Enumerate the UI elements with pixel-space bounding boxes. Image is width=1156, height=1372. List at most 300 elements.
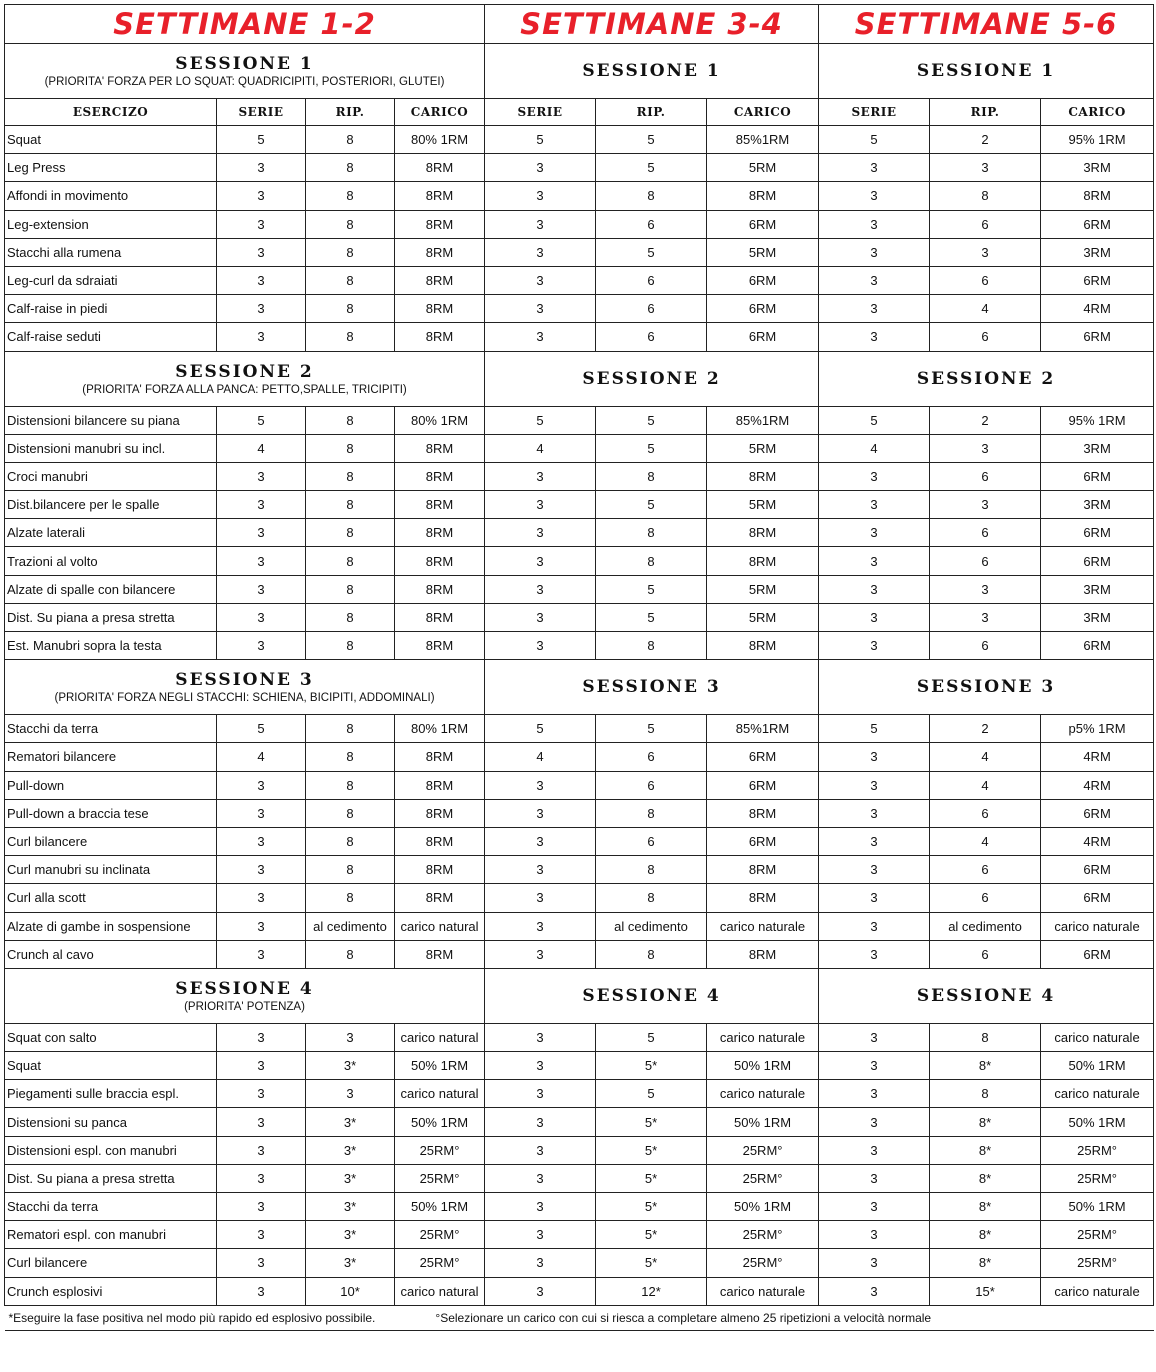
exercise-name: Crunch al cavo — [5, 940, 217, 968]
load-cell: 8RM — [707, 799, 819, 827]
reps-cell: 8* — [930, 1108, 1041, 1136]
reps-cell: 3 — [930, 491, 1041, 519]
sets-cell: 3 — [217, 238, 306, 266]
load-cell: 8RM — [395, 856, 485, 884]
reps-cell: 3 — [930, 575, 1041, 603]
reps-cell: 8 — [596, 632, 707, 660]
session-title: SESSIONE 4 — [582, 985, 721, 1006]
reps-cell: 8* — [930, 1164, 1041, 1192]
reps-cell: 6 — [930, 799, 1041, 827]
load-cell: 5RM — [707, 434, 819, 462]
exercise-name: Calf-raise in piedi — [5, 295, 217, 323]
sets-cell: 3 — [217, 1221, 306, 1249]
session-header-weeks-3-4 — [485, 968, 819, 1023]
session-title: SESSIONE 4 — [916, 985, 1056, 1006]
load-cell: 6RM — [707, 771, 819, 799]
reps-cell: 8 — [306, 491, 395, 519]
reps-cell: 6 — [930, 884, 1041, 912]
table-row — [5, 1193, 1154, 1221]
reps-cell: 6 — [596, 771, 707, 799]
reps-cell: 8 — [306, 323, 395, 351]
table-row — [5, 491, 1154, 519]
exercise-name: Leg-curl da sdraiati — [5, 266, 217, 294]
reps-cell: 3 — [306, 1080, 395, 1108]
sets-cell: 3 — [217, 462, 306, 490]
load-cell: 25RM° — [395, 1221, 485, 1249]
reps-cell: 3* — [306, 1164, 395, 1192]
sets-cell: 3 — [819, 1080, 930, 1108]
sets-cell: 3 — [217, 1052, 306, 1080]
sets-cell: 3 — [819, 491, 930, 519]
sets-cell: 3 — [819, 1277, 930, 1305]
table-row — [5, 1023, 1154, 1051]
exercise-name: Distensioni bilancere su piana — [5, 406, 217, 434]
load-cell: 50% 1RM — [1041, 1193, 1154, 1221]
reps-cell: 3* — [306, 1108, 395, 1136]
sets-cell: 3 — [217, 323, 306, 351]
reps-cell: 8 — [306, 856, 395, 884]
table-row — [5, 827, 1154, 855]
exercise-name: Squat — [5, 1052, 217, 1080]
sets-cell: 3 — [217, 912, 306, 940]
table-row — [5, 295, 1154, 323]
sets-cell: 3 — [819, 632, 930, 660]
sets-cell: 3 — [485, 547, 596, 575]
session-header-weeks-5-6 — [819, 968, 1154, 1023]
table-row — [5, 238, 1154, 266]
exercise-name: Leg-extension — [5, 210, 217, 238]
col-header-load: CARICO — [1041, 99, 1154, 126]
exercise-name: Curl bilancere — [5, 1249, 217, 1277]
reps-cell: 6 — [930, 519, 1041, 547]
table-row — [5, 434, 1154, 462]
reps-cell: 6 — [930, 462, 1041, 490]
sets-cell: 3 — [819, 743, 930, 771]
reps-cell: 4 — [930, 771, 1041, 799]
sets-cell: 3 — [819, 519, 930, 547]
reps-cell: 6 — [596, 323, 707, 351]
load-cell: carico natural — [395, 912, 485, 940]
sets-cell: 3 — [819, 266, 930, 294]
sets-cell: 3 — [819, 1193, 930, 1221]
table-row — [5, 1052, 1154, 1080]
sets-cell: 3 — [217, 856, 306, 884]
load-cell: 3RM — [1041, 238, 1154, 266]
sets-cell: 3 — [819, 182, 930, 210]
reps-cell: 8 — [306, 603, 395, 631]
load-cell: 8RM — [707, 884, 819, 912]
load-cell: 50% 1RM — [395, 1193, 485, 1221]
table-row — [5, 1080, 1154, 1108]
load-cell: 8RM — [395, 632, 485, 660]
load-cell: 6RM — [1041, 462, 1154, 490]
column-header-row — [5, 99, 1154, 126]
load-cell: 6RM — [1041, 519, 1154, 547]
reps-cell: 8 — [306, 266, 395, 294]
reps-cell: 3* — [306, 1052, 395, 1080]
sets-cell: 3 — [485, 912, 596, 940]
load-cell: 3RM — [1041, 575, 1154, 603]
load-cell: 6RM — [707, 743, 819, 771]
session-subtitle: (PRIORITA' FORZA ALLA PANCA: PETTO,SPALLE, TRICIPITI) — [82, 383, 407, 396]
load-cell: 3RM — [1041, 603, 1154, 631]
load-cell: carico natural — [395, 1277, 485, 1305]
reps-cell: 6 — [596, 743, 707, 771]
reps-cell: 8 — [930, 182, 1041, 210]
reps-cell: 8 — [596, 462, 707, 490]
session-header-row — [5, 351, 1154, 406]
reps-cell: 6 — [930, 547, 1041, 575]
exercise-name: Croci manubri — [5, 462, 217, 490]
load-cell: 8RM — [395, 940, 485, 968]
reps-cell: 8 — [306, 519, 395, 547]
sets-cell: 5 — [485, 406, 596, 434]
table-row — [5, 126, 1154, 154]
session-title: SESSIONE 4 — [175, 978, 314, 999]
sets-cell: 3 — [819, 1164, 930, 1192]
session-header-weeks-5-6 — [819, 660, 1154, 715]
exercise-name: Distensioni su panca — [5, 1108, 217, 1136]
load-cell: 8RM — [395, 182, 485, 210]
sets-cell: 3 — [217, 519, 306, 547]
session-title: SESSIONE 1 — [916, 61, 1056, 81]
sets-cell: 3 — [217, 547, 306, 575]
table-row — [5, 406, 1154, 434]
load-cell: 8RM — [707, 519, 819, 547]
exercise-name: Distensioni manubri su incl. — [5, 434, 217, 462]
sets-cell: 3 — [485, 1277, 596, 1305]
sets-cell: 3 — [217, 1193, 306, 1221]
sets-cell: 3 — [217, 940, 306, 968]
reps-cell: 8 — [596, 884, 707, 912]
load-cell: 4RM — [1041, 743, 1154, 771]
sets-cell: 3 — [819, 295, 930, 323]
load-cell: 95% 1RM — [1041, 406, 1154, 434]
session-header-weeks-1-2 — [5, 44, 485, 99]
table-row — [5, 1136, 1154, 1164]
reps-cell: 2 — [930, 715, 1041, 743]
table-row — [5, 771, 1154, 799]
reps-cell: 6 — [596, 827, 707, 855]
session-title: SESSIONE 3 — [175, 670, 314, 691]
table-row — [5, 912, 1154, 940]
table-row — [5, 799, 1154, 827]
sets-cell: 3 — [485, 856, 596, 884]
sets-cell: 3 — [217, 575, 306, 603]
load-cell: 25RM° — [707, 1249, 819, 1277]
exercise-name: Squat con salto — [5, 1023, 217, 1051]
load-cell: 85%1RM — [707, 715, 819, 743]
table-row — [5, 462, 1154, 490]
sets-cell: 3 — [485, 799, 596, 827]
reps-cell: 5 — [596, 406, 707, 434]
load-cell: 25RM° — [395, 1249, 485, 1277]
load-cell: carico naturale — [1041, 912, 1154, 940]
reps-cell: 6 — [930, 632, 1041, 660]
table-row — [5, 1277, 1154, 1305]
exercise-name: Stacchi alla rumena — [5, 238, 217, 266]
sets-cell: 4 — [485, 743, 596, 771]
week-title-3-4: SETTIMANE 3-4 — [485, 5, 819, 44]
load-cell: 50% 1RM — [707, 1193, 819, 1221]
reps-cell: 8 — [596, 940, 707, 968]
reps-cell: 8* — [930, 1052, 1041, 1080]
reps-cell: 8 — [306, 884, 395, 912]
exercise-name: Rematori espl. con manubri — [5, 1221, 217, 1249]
reps-cell: 3* — [306, 1136, 395, 1164]
session-title: SESSIONE 2 — [582, 368, 721, 389]
session-subtitle: (PRIORITA' POTENZA) — [184, 1000, 305, 1013]
sets-cell: 3 — [819, 1221, 930, 1249]
sets-cell: 3 — [485, 295, 596, 323]
reps-cell: 2 — [930, 406, 1041, 434]
table-row — [5, 210, 1154, 238]
exercise-name: Pull-down — [5, 771, 217, 799]
sets-cell: 3 — [217, 1108, 306, 1136]
sets-cell: 3 — [819, 856, 930, 884]
exercise-name: Rematori bilancere — [5, 743, 217, 771]
reps-cell: 4 — [930, 827, 1041, 855]
table-row — [5, 154, 1154, 182]
load-cell: 50% 1RM — [707, 1108, 819, 1136]
load-cell: 8RM — [395, 434, 485, 462]
reps-cell: 3* — [306, 1221, 395, 1249]
exercise-name: Est. Manubri sopra la testa — [5, 632, 217, 660]
reps-cell: 5* — [596, 1221, 707, 1249]
reps-cell: al cedimento — [596, 912, 707, 940]
sets-cell: 3 — [485, 1108, 596, 1136]
reps-cell: 5* — [596, 1136, 707, 1164]
sets-cell: 3 — [485, 519, 596, 547]
sets-cell: 3 — [819, 799, 930, 827]
col-header-load: CARICO — [707, 99, 819, 126]
load-cell: carico natural — [395, 1080, 485, 1108]
reps-cell: 6 — [930, 856, 1041, 884]
sets-cell: 3 — [485, 1080, 596, 1108]
session-title: SESSIONE 3 — [916, 677, 1056, 698]
col-header-sets: SERIE — [485, 99, 596, 126]
load-cell: 8RM — [395, 491, 485, 519]
load-cell: 6RM — [707, 323, 819, 351]
reps-cell: 5* — [596, 1052, 707, 1080]
reps-cell: al cedimento — [306, 912, 395, 940]
load-cell: 5RM — [707, 154, 819, 182]
footnote-asterisk: *Eseguire la fase positiva nel modo più rapido ed esplosivo possibile. — [8, 1310, 376, 1325]
sets-cell: 3 — [485, 632, 596, 660]
exercise-name: Pull-down a braccia tese — [5, 799, 217, 827]
reps-cell: 5* — [596, 1193, 707, 1221]
exercise-name: Dist.bilancere per le spalle — [5, 491, 217, 519]
load-cell: 8RM — [395, 519, 485, 547]
sets-cell: 5 — [819, 126, 930, 154]
exercise-name: Piegamenti sulle braccia espl. — [5, 1080, 217, 1108]
session-title: SESSIONE 3 — [582, 677, 721, 698]
load-cell: 5RM — [707, 603, 819, 631]
sets-cell: 3 — [217, 884, 306, 912]
exercise-name: Curl bilancere — [5, 827, 217, 855]
reps-cell: 15* — [930, 1277, 1041, 1305]
reps-cell: 3* — [306, 1193, 395, 1221]
sets-cell: 3 — [485, 1193, 596, 1221]
sets-cell: 3 — [819, 912, 930, 940]
session-title: SESSIONE 1 — [582, 61, 721, 81]
table-row — [5, 940, 1154, 968]
reps-cell: 5 — [596, 1080, 707, 1108]
sets-cell: 4 — [485, 434, 596, 462]
load-cell: carico naturale — [707, 1023, 819, 1051]
sets-cell: 3 — [485, 771, 596, 799]
load-cell: 8RM — [707, 940, 819, 968]
table-row — [5, 632, 1154, 660]
session-title: SESSIONE 1 — [175, 54, 314, 74]
load-cell: 3RM — [1041, 434, 1154, 462]
col-header-reps: RIP. — [306, 99, 395, 126]
sets-cell: 3 — [217, 1136, 306, 1164]
load-cell: carico naturale — [707, 912, 819, 940]
table-row — [5, 1164, 1154, 1192]
week-title-5-6: SETTIMANE 5-6 — [819, 5, 1154, 44]
exercise-name: Curl alla scott — [5, 884, 217, 912]
reps-cell: 8 — [306, 406, 395, 434]
reps-cell: 8 — [306, 827, 395, 855]
load-cell: 8RM — [395, 743, 485, 771]
table-row — [5, 743, 1154, 771]
reps-cell: 8* — [930, 1221, 1041, 1249]
load-cell: 8RM — [395, 323, 485, 351]
reps-cell: 6 — [596, 266, 707, 294]
reps-cell: 6 — [930, 323, 1041, 351]
load-cell: 6RM — [1041, 547, 1154, 575]
sets-cell: 3 — [485, 238, 596, 266]
sets-cell: 3 — [485, 884, 596, 912]
reps-cell: 5 — [596, 715, 707, 743]
sets-cell: 3 — [485, 210, 596, 238]
exercise-name: Trazioni al volto — [5, 547, 217, 575]
load-cell: 50% 1RM — [395, 1108, 485, 1136]
load-cell: 6RM — [1041, 210, 1154, 238]
sets-cell: 3 — [485, 462, 596, 490]
load-cell: 3RM — [1041, 491, 1154, 519]
table-row — [5, 1249, 1154, 1277]
sets-cell: 3 — [819, 1108, 930, 1136]
sets-cell: 3 — [217, 154, 306, 182]
sets-cell: 3 — [217, 603, 306, 631]
session-header-weeks-1-2 — [5, 660, 485, 715]
sets-cell: 3 — [485, 1164, 596, 1192]
sets-cell: 3 — [217, 1164, 306, 1192]
sets-cell: 3 — [217, 632, 306, 660]
reps-cell: 5 — [596, 1023, 707, 1051]
reps-cell: 8 — [596, 799, 707, 827]
load-cell: 8RM — [395, 575, 485, 603]
sets-cell: 3 — [217, 771, 306, 799]
reps-cell: 8 — [306, 799, 395, 827]
load-cell: 6RM — [707, 295, 819, 323]
load-cell: 5RM — [707, 575, 819, 603]
load-cell: carico natural — [395, 1023, 485, 1051]
load-cell: 8RM — [395, 547, 485, 575]
sets-cell: 3 — [819, 884, 930, 912]
table-row — [5, 575, 1154, 603]
reps-cell: 3 — [930, 434, 1041, 462]
session-subtitle: (PRIORITA' FORZA NEGLI STACCHI: SCHIENA, BICIPITI, ADDOMINALI) — [54, 692, 435, 705]
load-cell: 25RM° — [1041, 1164, 1154, 1192]
sets-cell: 3 — [819, 771, 930, 799]
sets-cell: 3 — [485, 1249, 596, 1277]
load-cell: 8RM — [395, 210, 485, 238]
load-cell: 6RM — [1041, 632, 1154, 660]
reps-cell: 8 — [306, 771, 395, 799]
sets-cell: 3 — [485, 1023, 596, 1051]
load-cell: 8RM — [707, 856, 819, 884]
sets-cell: 3 — [819, 1052, 930, 1080]
session-title: SESSIONE 2 — [916, 368, 1056, 389]
reps-cell: 8 — [306, 462, 395, 490]
load-cell: 6RM — [1041, 940, 1154, 968]
reps-cell: 8 — [306, 210, 395, 238]
reps-cell: 8 — [306, 940, 395, 968]
reps-cell: al cedimento — [930, 912, 1041, 940]
sets-cell: 3 — [485, 323, 596, 351]
reps-cell: 8* — [930, 1136, 1041, 1164]
session-subtitle: (PRIORITA' FORZA PER LO SQUAT: QUADRICIPITI, POSTERIORI, GLUTEI) — [44, 76, 445, 88]
load-cell: 8RM — [1041, 182, 1154, 210]
col-header-reps: RIP. — [930, 99, 1041, 126]
sets-cell: 3 — [217, 295, 306, 323]
table-row — [5, 603, 1154, 631]
load-cell: carico naturale — [707, 1277, 819, 1305]
load-cell: 8RM — [707, 547, 819, 575]
load-cell: 5RM — [707, 491, 819, 519]
sets-cell: 5 — [485, 126, 596, 154]
sets-cell: 3 — [485, 827, 596, 855]
exercise-name: Dist. Su piana a presa stretta — [5, 1164, 217, 1192]
reps-cell: 8 — [306, 632, 395, 660]
reps-cell: 8* — [930, 1249, 1041, 1277]
reps-cell: 8 — [306, 295, 395, 323]
sets-cell: 3 — [819, 940, 930, 968]
load-cell: 6RM — [1041, 266, 1154, 294]
load-cell: 4RM — [1041, 295, 1154, 323]
load-cell: 25RM° — [1041, 1249, 1154, 1277]
sets-cell: 3 — [819, 547, 930, 575]
reps-cell: 3 — [306, 1023, 395, 1051]
reps-cell: 5 — [596, 154, 707, 182]
session-header-row — [5, 44, 1154, 99]
reps-cell: 8 — [930, 1080, 1041, 1108]
reps-cell: 8 — [306, 154, 395, 182]
sets-cell: 3 — [485, 266, 596, 294]
sets-cell: 3 — [819, 575, 930, 603]
load-cell: 4RM — [1041, 827, 1154, 855]
sets-cell: 3 — [819, 210, 930, 238]
workout-table — [4, 4, 1154, 1331]
col-header-sets: SERIE — [217, 99, 306, 126]
session-header-weeks-3-4 — [485, 351, 819, 406]
load-cell: 25RM° — [707, 1136, 819, 1164]
sets-cell: 3 — [217, 491, 306, 519]
load-cell: 6RM — [1041, 799, 1154, 827]
reps-cell: 3 — [930, 238, 1041, 266]
load-cell: 8RM — [707, 182, 819, 210]
load-cell: 5RM — [707, 238, 819, 266]
load-cell: 80% 1RM — [395, 715, 485, 743]
table-row — [5, 519, 1154, 547]
load-cell: 8RM — [395, 827, 485, 855]
col-header-exercise: ESERCIZO — [5, 99, 217, 126]
reps-cell: 8 — [306, 434, 395, 462]
reps-cell: 8 — [596, 519, 707, 547]
